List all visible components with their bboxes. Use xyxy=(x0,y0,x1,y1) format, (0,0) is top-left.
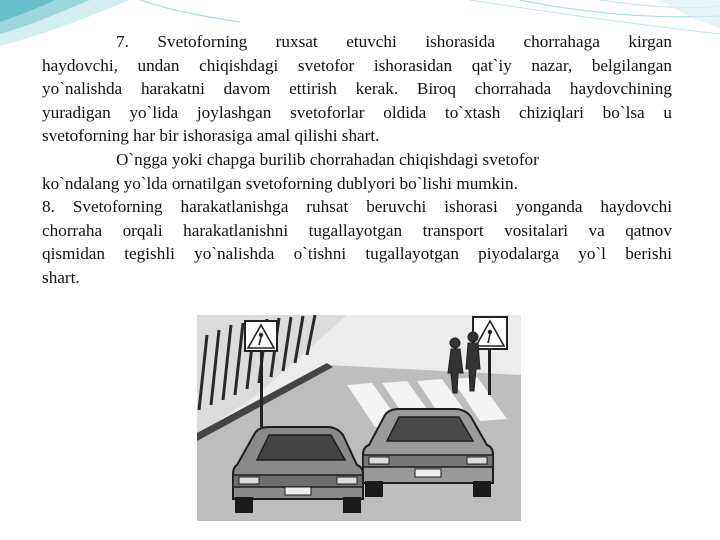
text-line: yo`nalishda harakatni davom ettirish kerak. Biroq chorrahada haydovchining xyxy=(42,79,672,99)
body-text xyxy=(42,30,672,290)
text-line: O`ngga yoki chapga burilib chorrahadan chiqishdagi svetofor xyxy=(116,149,539,169)
intersection-scene-icon xyxy=(197,315,521,521)
paragraph-2 xyxy=(42,148,672,195)
text-line: ko`ndalang yo`lda ornatilgan svetoforning dublyori bo`lishi mumkin. xyxy=(42,173,518,193)
paragraph-1 xyxy=(42,30,672,148)
paragraph-3 xyxy=(42,195,672,289)
car xyxy=(363,409,493,497)
text-line: svetoforning har bir ishorasiga amal qilishi shart. xyxy=(42,126,380,146)
text-line: qismidan tegishli yo`nalishda o`tishni tugallayotgan piyodalarga yo`l berishi xyxy=(42,244,672,264)
traffic-illustration xyxy=(197,315,521,521)
text-line: 7. Svetoforning ruxsat etuvchi ishorasida chorrahaga kirgan xyxy=(116,32,672,51)
text-line: shart. xyxy=(42,267,80,287)
text-line: haydovchi, undan chiqishdagi svetofor ishorasidan qat`iy nazar, belgilangan xyxy=(42,55,672,75)
text-line: 8. Svetoforning harakatlanishga ruhsat beruvchi ishorasi yonganda haydovchi xyxy=(42,197,672,217)
text-line: chorraha orqali harakatlanishni tugallayotgan transport vositalari va qatnov xyxy=(42,220,672,240)
text-line: yuradigan yo`lida joylashgan svetoforlar oldida to`xtash chiziqlari bo`lsa u xyxy=(42,102,672,122)
